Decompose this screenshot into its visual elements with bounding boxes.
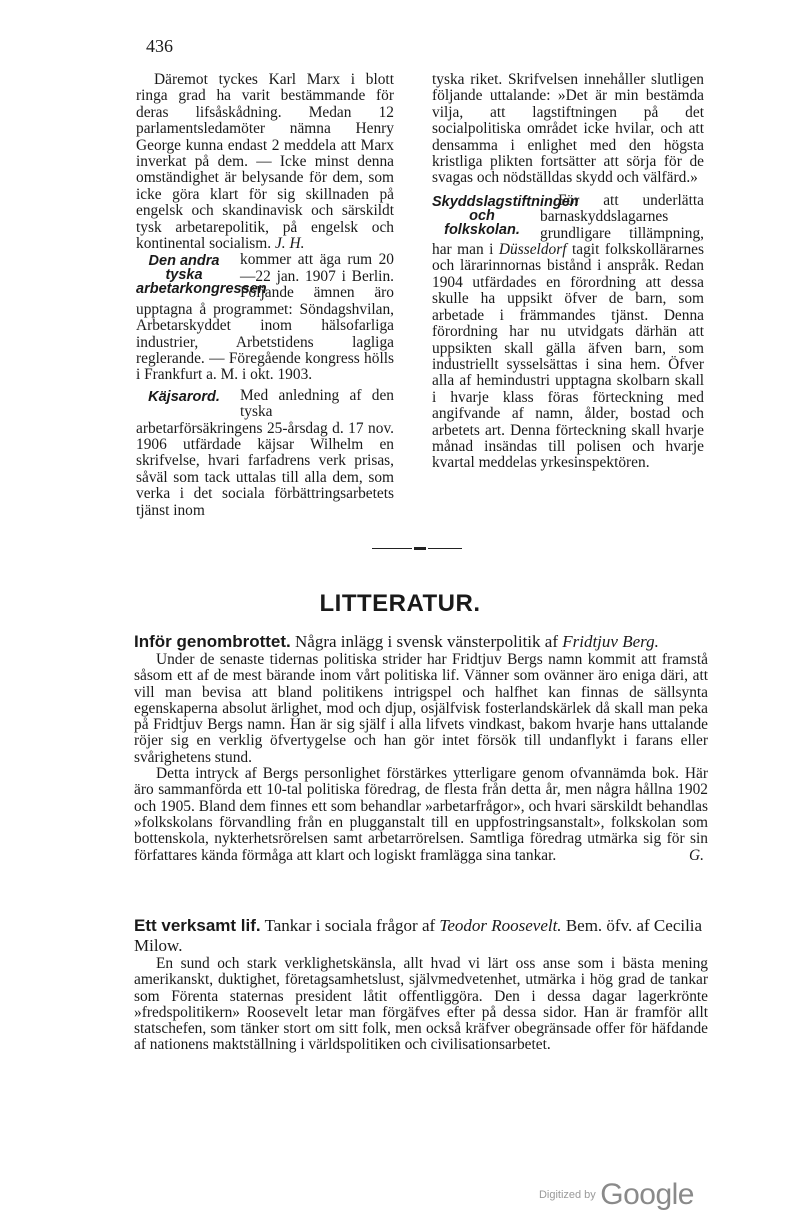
paragraph-kongress: kommer att äga rum 20—22 jan. 1907 i Berlin. Följande ämnen äro upptagna å programmet: Söndagshvilan, Arbetarskyddet inom hälsofarliga industrier, Arbetstidens lagliga reglerande. — Föregående kongress hölls i Frankfurt a. M. i okt. 1903.: [136, 251, 394, 384]
margin-heading-arbetarkongressen: Den andra tyska arbetarkongressen: [136, 253, 267, 298]
section-divider: [372, 548, 462, 550]
review-infor-genombrottet: [134, 632, 708, 864]
review-paragraph: Under de senaste tidernas politiska strider har Fridtjuv Bergs namn kommit att framstå såsom ett af de mest bärande inom vårt politiska lif. Vänner som ovänner äro eniga däri, att vill man bevisa att bland politikens intrigspel och halfhet kan finnas de sällsynta egenskaperna absolut ärlighet, mod och djup, osjälfvisk fosterlandskärlek då skall man peka på Fridtjuv Bergs namn. Han är sig själf i alla lifvets vindkast, bakom hvarje hans uttalande röjer sig en verklig öfvertygelse och han gör intet försök till undanflykt i farans eller svårighetens stund.: [134, 651, 708, 766]
digitized-watermark: [539, 1178, 694, 1212]
review-subtitle: Tankar i sociala frågor af: [264, 916, 436, 935]
review-paragraph: [134, 766, 708, 864]
margin-heading-kajsarord: Käjsarord.: [148, 388, 220, 405]
section-heading: LITTERATUR.: [319, 590, 481, 617]
review-ett-verksamt-lif: [134, 916, 708, 1054]
city-dusseldorf: Düsseldorf: [498, 241, 567, 259]
review-bold-title: Inför genombrottet.: [134, 632, 291, 651]
review-title: [134, 916, 708, 956]
review-author: Teodor Roosevelt.: [439, 916, 562, 935]
paragraph-skyddslag-lead: För att underlätta barnaskyddslagarnes grundligare tillämpning, har man i: [432, 191, 704, 259]
review-author: Fridtjuv Berg.: [562, 632, 659, 651]
review-paragraph: En sund och stark verklighetskänsla, allt hvad vi lärt oss anse som i bästa mening amerikanskt, duktighet, företagsamhetslust, självmedvetenhet, utmärka i hög grad de tankar som Förenta staternas president låtit offentliggöra. Den i dessa dagar lagerkrönte »fredspolitikern» Roosevelt letar man förgäfves efter på dessa sidor. Han är framför allt statschefen, som tänker stort om sitt folk, men också kräfver obegränsade offer för häfdande af nationens maktställning i världspolitiken och civilisationsarbetet.: [134, 955, 708, 1054]
review-signature: G.: [689, 846, 704, 864]
left-column: [136, 72, 394, 519]
paragraph-marx: [136, 72, 394, 252]
paragraph-marx-text: Däremot tyckes Karl Marx i blott ringa grad ha varit bestämmande för deras lifsåskådning. Medan 12 parlamentsledamöter nämna Henry George kunna endast 2 meddela att Marx inverkat på dem. — Icke minst denna omständighet är belysande för dem, som icke göra klart för sig skillnaden på engelsk och skandinavisk och särskildt tysk arbetarepolitik, på engelsk och kontinental socialism.: [136, 71, 394, 253]
review-paragraph-text: Detta intryck af Bergs personlighet förstärkes ytterligare genom ofvannämda bok. Här äro sammanförda ett 10-tal politiska föredrag, de flesta från detta år, men några hållna 1902 och 1905. Bland dem finnes ett som behandlar »arbetarfrågor», och hvari särskildt behandlas »folkskolans förvandling från en plugganstalt till en uppfostringsanstalt», folkskolan som bottenskola, nykterhetsrörelsen samt arbetarrörelsen. Samtliga föredrag utmärka sig för sin författares kända förmåga att klart och logiskt framlägga sina tankar.: [134, 765, 708, 864]
review-subtitle: Några inlägg i svensk vänsterpolitik af: [295, 632, 558, 651]
right-column: [432, 72, 704, 472]
paragraph-skrifvelse: tyska riket. Skrifvelsen innehåller slutligen följande uttalande: »Det är min bestämda vilja, att lagstiftningen på det socialpolitiska området icke hvilar, och att densamma i enlighet med den högsta kristliga plikten fortsätter att sörja för de svagas och nödställdas skydd och välfärd.»: [432, 71, 704, 187]
paragraph-kajsarord: Med anledning af den tyska arbetarförsäkringens 25-årsdag d. 17 nov. 1906 utfärdade käjsar Wilhelm en skrifvelse, hvari farfadrens verk prisas, såväl som tack uttalas till alla dem, som verka i det sociala förbättringsarbetets tjänst inom: [136, 386, 394, 519]
review-bold-title: Ett verksamt lif.: [134, 916, 261, 935]
page-number: 436: [146, 36, 173, 56]
review-title: [134, 632, 708, 652]
google-logo: Google: [600, 1178, 694, 1211]
signature-jh: J. H.: [274, 235, 305, 253]
review-translator: Bem. öfv. af Cecilia Milow.: [134, 916, 703, 955]
watermark-prefix: Digitized by: [538, 1189, 596, 1201]
margin-heading-skyddslagstiftning: Skyddslagstiftningen och folkskolan.: [432, 193, 579, 238]
paragraph-skyddslag-rest: tagit folkskollärarnes och lärarinnornas bistånd i anspråk. Redan 1904 utfärdades en förordning att dessa skulle ha uppsikt öfver de barn, som arbetade i främmandes tjänst. Denna förordning har nu utvidgats därhän att uppsikten skall gälla äfven barn, som industriellt sysselsättas i sina hem. Öfver alla af hemindustri upptagna skolbarn skall i hvarje klass föras förteckning med angifvande af namn, ålder, bostad och arbetets art. Denna förteckning skall hvarje månad insändas till polisen och hvarje kvartal meddelas yrkesinspektören.: [432, 241, 704, 472]
